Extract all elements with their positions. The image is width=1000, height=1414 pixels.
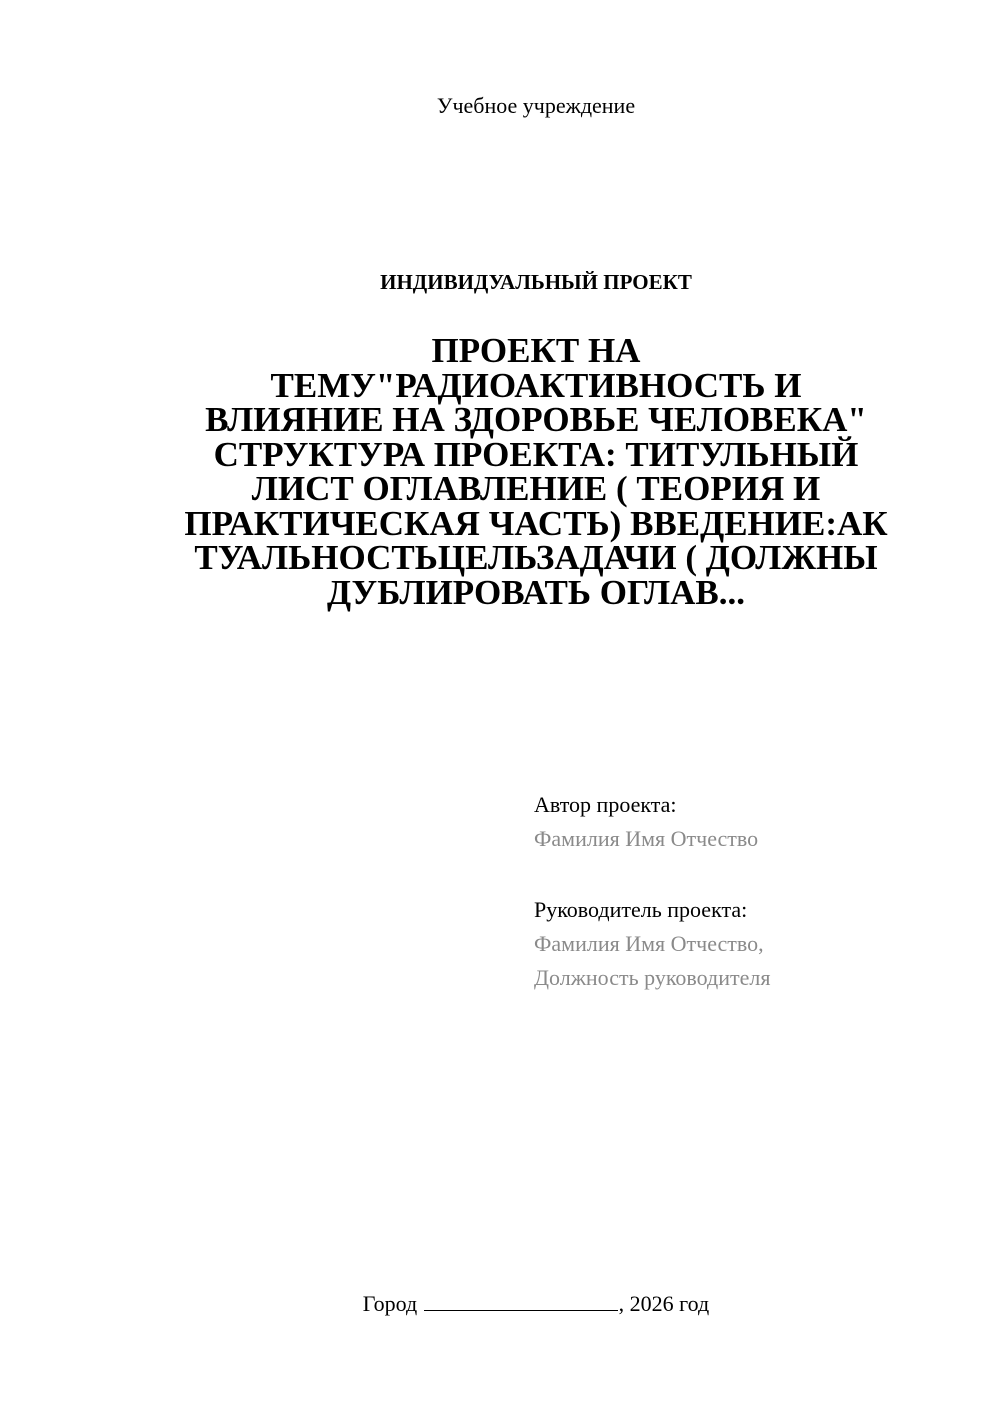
institution-name: Учебное учреждение: [436, 93, 636, 118]
project-type-heading: ИНДИВИДУАЛЬНЫЙ ПРОЕКТ: [380, 270, 692, 294]
city-blank-line: [424, 1290, 618, 1311]
project-title-line: ПРОЕКТ НА: [431, 331, 641, 370]
project-title-line: ЛИСТ ОГЛАВЛЕНИЕ ( ТЕОРИЯ И: [251, 469, 821, 508]
project-title-line: ТУАЛЬНОСТЬЦЕЛЬЗАДАЧИ ( ДОЛЖНЫ: [194, 538, 878, 577]
project-title-line: ВЛИЯНИЕ НА ЗДОРОВЬЕ ЧЕЛОВЕКА": [205, 400, 867, 439]
supervisor-block: [534, 893, 770, 995]
project-title-line: СТРУКТУРА ПРОЕКТА: ТИТУЛЬНЫЙ: [213, 434, 859, 474]
project-title-line: ДУБЛИРОВАТЬ ОГЛАВ...: [327, 572, 745, 612]
author-name: Фамилия Имя Отчество: [534, 826, 759, 851]
year-text: , 2026 год: [618, 1291, 710, 1316]
project-title-line: ТЕМУ"РАДИОАКТИВНОСТЬ И: [270, 365, 802, 405]
author-label: Автор проекта:: [534, 792, 677, 817]
author-block: [534, 788, 758, 856]
project-title: [150, 331, 922, 612]
supervisor-label: Руководитель проекта:: [534, 897, 748, 922]
supervisor-position: Должность руководителя: [534, 965, 771, 990]
project-title-line: ПРАКТИЧЕСКАЯ ЧАСТЬ) ВВЕДЕНИЕ:АК: [184, 503, 888, 543]
supervisor-name: Фамилия Имя Отчество,: [534, 931, 764, 956]
city-label: Город: [362, 1291, 418, 1316]
footer-city-year: [0, 1290, 1000, 1318]
